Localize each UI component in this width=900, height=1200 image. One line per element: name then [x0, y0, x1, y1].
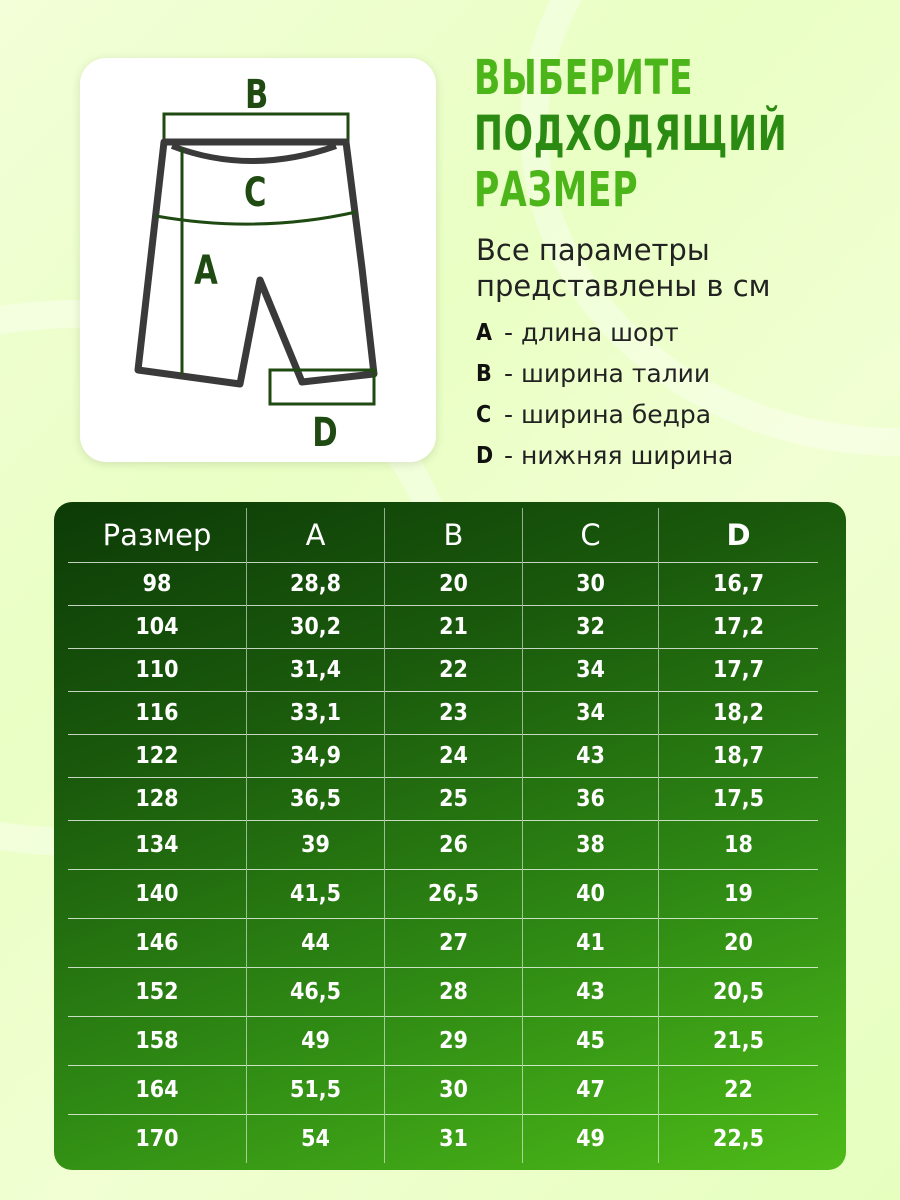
header-size: Размер	[102, 518, 212, 552]
legend-text: - длина шорт	[504, 318, 679, 347]
legend-key: D	[476, 442, 494, 469]
cell-a: 44	[247, 919, 385, 968]
shorts-diagram	[80, 58, 436, 462]
cell-d: 18,7	[659, 735, 819, 778]
size-table-panel	[54, 502, 846, 1170]
cell-c: 49	[523, 1115, 659, 1164]
cell-b: 20	[385, 563, 523, 606]
cell-a: 30,2	[247, 606, 385, 649]
cell-size: 152	[68, 968, 247, 1017]
cell-c: 43	[523, 968, 659, 1017]
cell-size: 116	[68, 692, 247, 735]
cell-a: 41,5	[247, 870, 385, 919]
legend-key: B	[476, 360, 492, 387]
cell-c: 47	[523, 1066, 659, 1115]
legend-item	[476, 394, 733, 435]
header-b: B	[385, 508, 523, 563]
label-b: B	[245, 72, 269, 118]
cell-c: 34	[523, 692, 659, 735]
cell-c: 36	[523, 778, 659, 821]
title-line-2: ПОДХОДЯЩИЙ	[474, 106, 788, 162]
cell-b: 22	[385, 649, 523, 692]
cell-c: 40	[523, 870, 659, 919]
cell-d: 22,5	[659, 1115, 819, 1164]
table-row	[68, 563, 818, 606]
label-a: A	[194, 248, 218, 294]
cell-a: 46,5	[247, 968, 385, 1017]
label-c: C	[243, 170, 267, 216]
table-row	[68, 778, 818, 821]
table-row	[68, 1115, 818, 1164]
cell-b: 25	[385, 778, 523, 821]
cell-c: 41	[523, 919, 659, 968]
cell-a: 54	[247, 1115, 385, 1164]
label-d: D	[312, 410, 338, 456]
cell-size: 134	[68, 821, 247, 870]
cell-c: 43	[523, 735, 659, 778]
cell-c: 32	[523, 606, 659, 649]
table-row	[68, 692, 818, 735]
header-d: D	[659, 508, 819, 563]
cell-c: 38	[523, 821, 659, 870]
legend-text: - ширина бедра	[504, 400, 712, 429]
cell-d: 18	[659, 821, 819, 870]
subtitle	[476, 232, 771, 304]
table-row	[68, 870, 818, 919]
cell-b: 26	[385, 821, 523, 870]
legend-text: - нижняя ширина	[504, 441, 734, 470]
table-row	[68, 968, 818, 1017]
legend-key: A	[476, 319, 493, 346]
cell-a: 51,5	[247, 1066, 385, 1115]
cell-b: 29	[385, 1017, 523, 1066]
cell-c: 45	[523, 1017, 659, 1066]
subtitle-line-1: Все параметры	[476, 233, 710, 267]
title-line-1: ВЫБЕРИТЕ	[474, 50, 694, 106]
cell-size: 140	[68, 870, 247, 919]
table-row	[68, 821, 818, 870]
cell-b: 27	[385, 919, 523, 968]
cell-d: 19	[659, 870, 819, 919]
cell-size: 104	[68, 606, 247, 649]
table-row	[68, 1066, 818, 1115]
cell-b: 23	[385, 692, 523, 735]
cell-a: 39	[247, 821, 385, 870]
cell-d: 21,5	[659, 1017, 819, 1066]
size-table	[68, 508, 818, 1163]
page-title	[474, 50, 787, 218]
table-header-row	[68, 508, 818, 563]
table-body	[68, 563, 818, 1164]
table-row	[68, 606, 818, 649]
cell-d: 20	[659, 919, 819, 968]
header-c: C	[523, 508, 659, 563]
cell-d: 16,7	[659, 563, 819, 606]
cell-c: 30	[523, 563, 659, 606]
cell-size: 146	[68, 919, 247, 968]
cell-b: 31	[385, 1115, 523, 1164]
cell-d: 22	[659, 1066, 819, 1115]
subtitle-line-2: представлены в см	[476, 269, 771, 303]
cell-a: 34,9	[247, 735, 385, 778]
legend-item	[476, 353, 733, 394]
legend-item	[476, 435, 733, 476]
cell-c: 34	[523, 649, 659, 692]
cell-d: 20,5	[659, 968, 819, 1017]
cell-a: 36,5	[247, 778, 385, 821]
header-a: A	[247, 508, 385, 563]
shorts-diagram-card	[80, 58, 436, 462]
cell-b: 28	[385, 968, 523, 1017]
table-row	[68, 735, 818, 778]
measurement-legend	[476, 312, 733, 476]
cell-a: 33,1	[247, 692, 385, 735]
cell-d: 17,2	[659, 606, 819, 649]
cell-size: 110	[68, 649, 247, 692]
cell-b: 30	[385, 1066, 523, 1115]
cell-a: 49	[247, 1017, 385, 1066]
legend-item	[476, 312, 733, 353]
cell-size: 98	[68, 563, 247, 606]
cell-size: 158	[68, 1017, 247, 1066]
cell-b: 21	[385, 606, 523, 649]
cell-a: 28,8	[247, 563, 385, 606]
cell-size: 164	[68, 1066, 247, 1115]
cell-size: 122	[68, 735, 247, 778]
cell-d: 17,5	[659, 778, 819, 821]
cell-d: 17,7	[659, 649, 819, 692]
cell-size: 170	[68, 1115, 247, 1164]
title-line-3: РАЗМЕР	[474, 162, 639, 218]
table-row	[68, 1017, 818, 1066]
cell-d: 18,2	[659, 692, 819, 735]
cell-a: 31,4	[247, 649, 385, 692]
table-row	[68, 649, 818, 692]
cell-b: 24	[385, 735, 523, 778]
table-row	[68, 919, 818, 968]
legend-text: - ширина талии	[504, 359, 711, 388]
legend-key: C	[476, 401, 492, 428]
cell-b: 26,5	[385, 870, 523, 919]
cell-size: 128	[68, 778, 247, 821]
